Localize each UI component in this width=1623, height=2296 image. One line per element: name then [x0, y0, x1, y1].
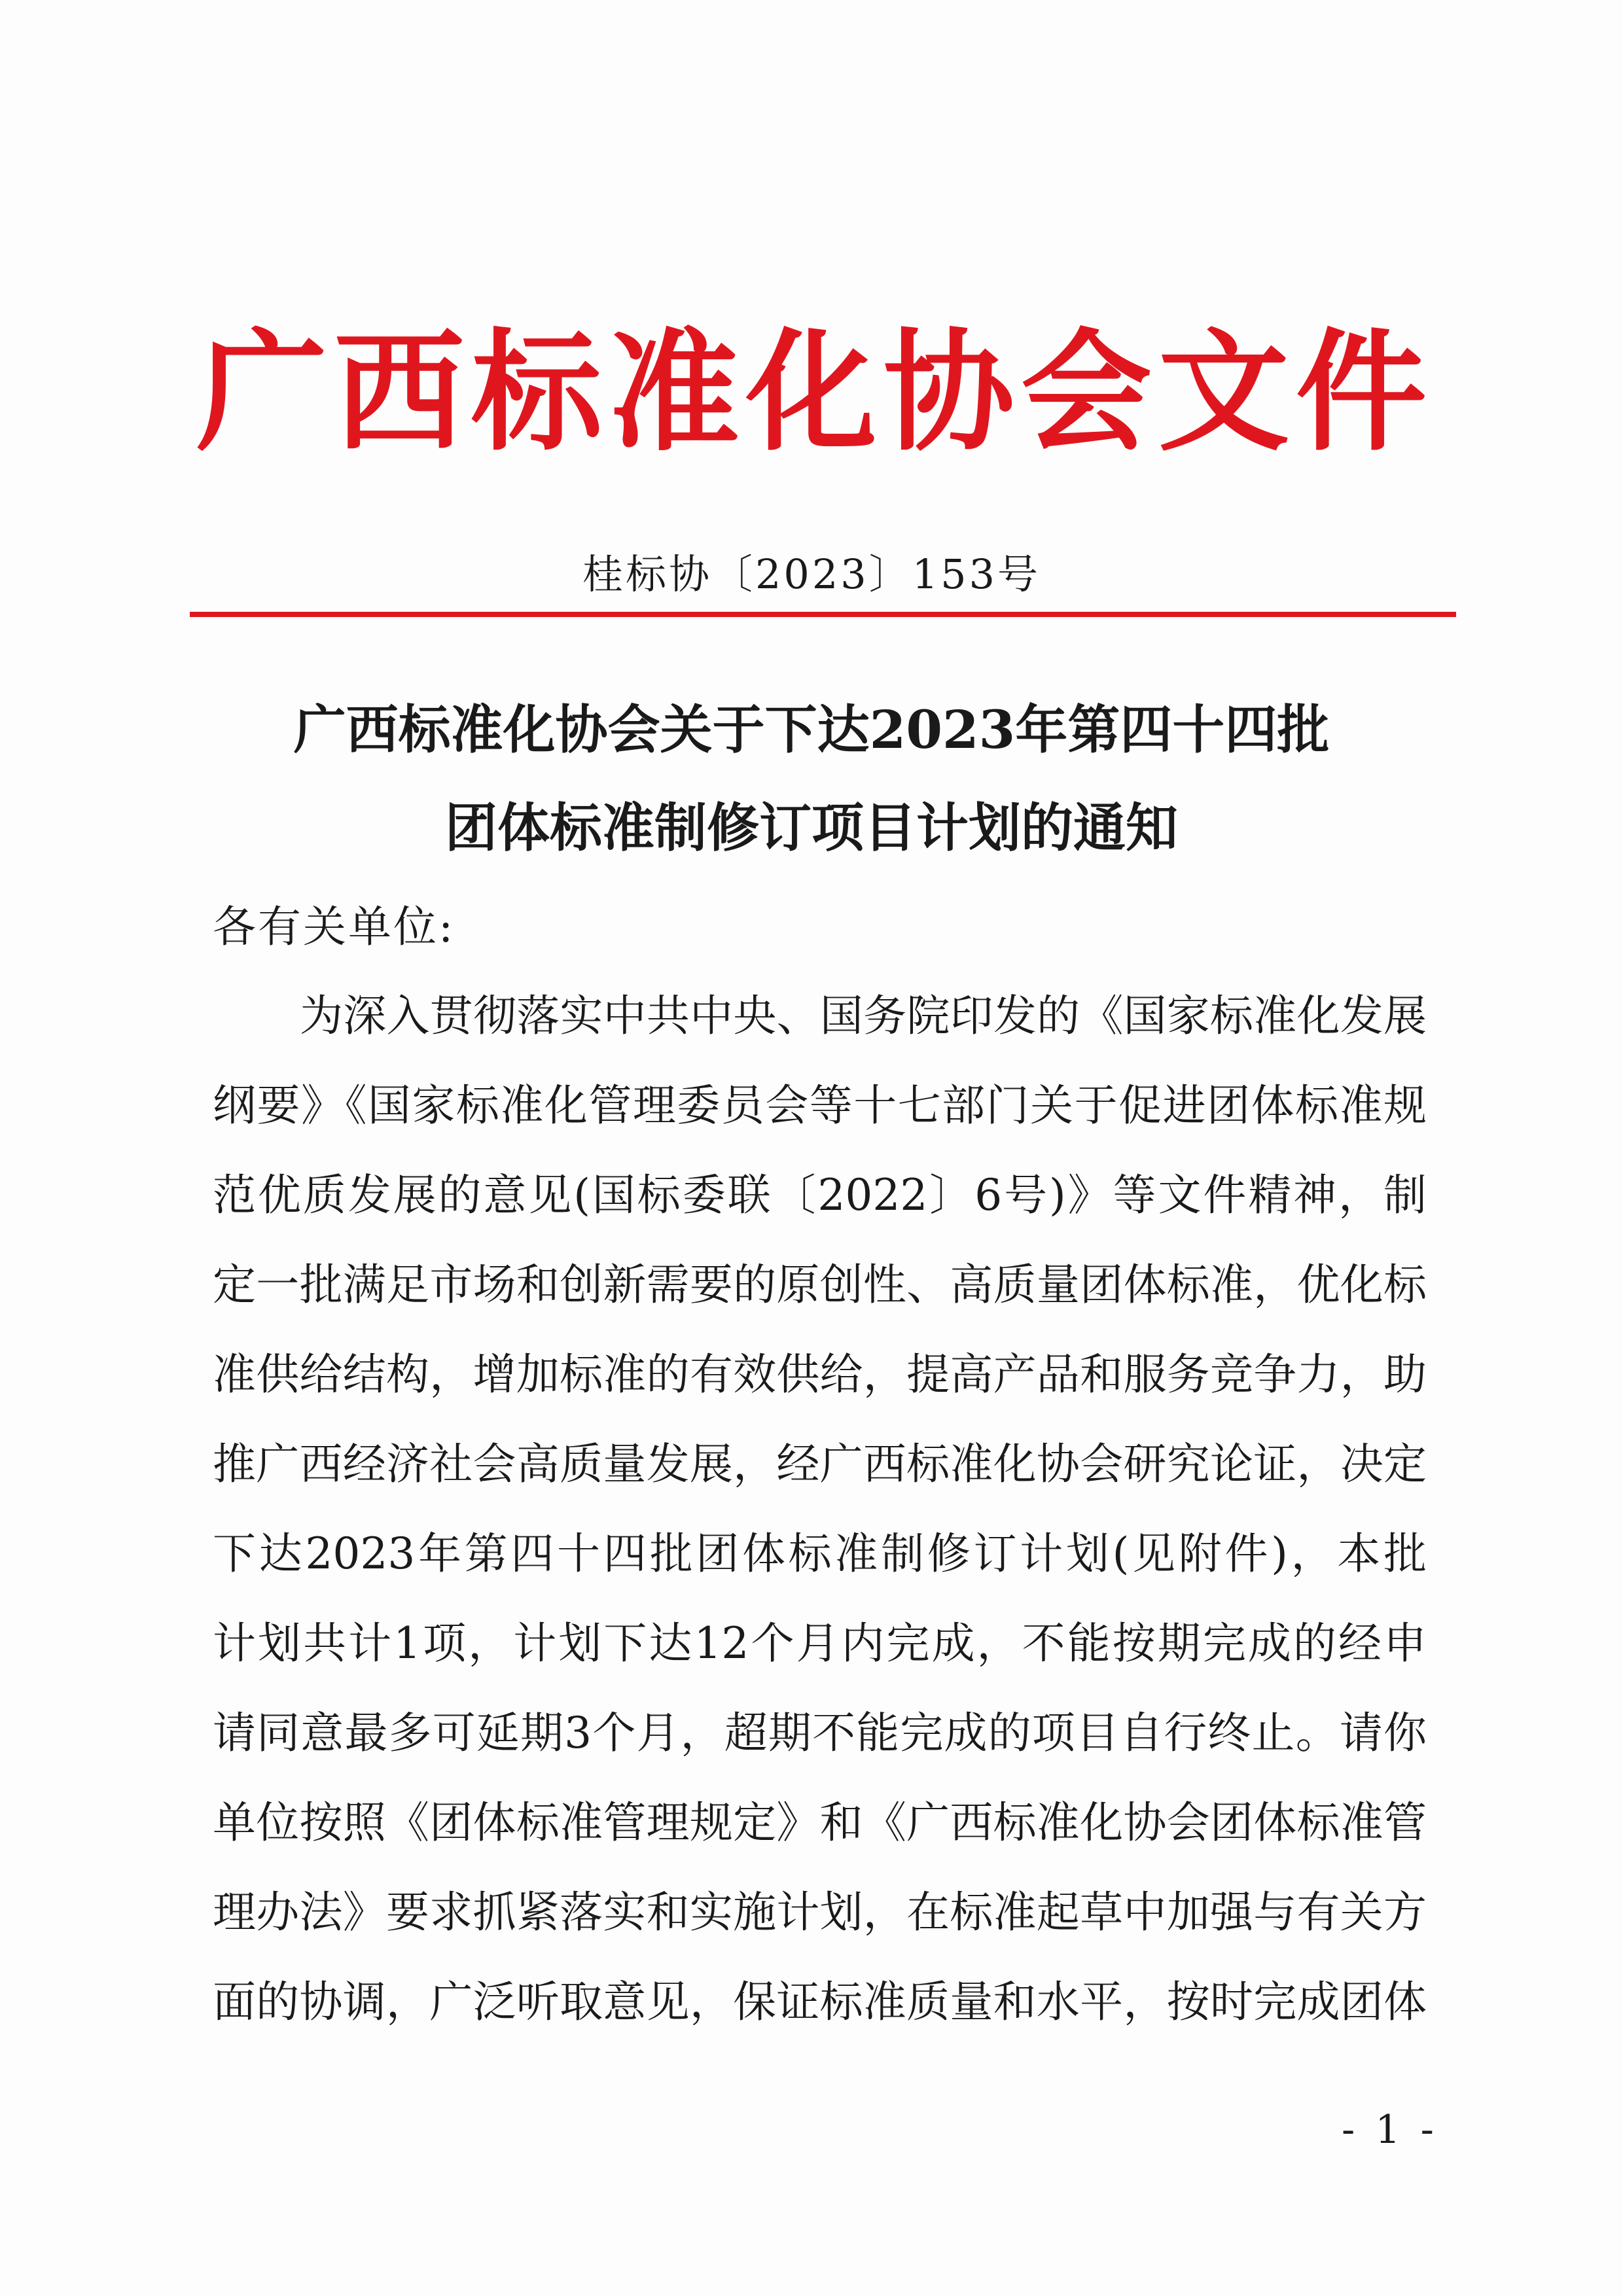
masthead-char: 广 — [196, 315, 328, 469]
masthead-char: 标 — [471, 315, 602, 469]
masthead-char: 协 — [883, 315, 1014, 469]
title-line: 团体标准制修订项目计划的通知 — [445, 797, 1178, 858]
masthead-char: 西 — [333, 315, 465, 469]
masthead-char: 会 — [1020, 315, 1152, 469]
body-line: 理办法》要求抓紧落实和实施计划，在标准起草中加强与有关方 — [213, 1887, 1427, 1937]
body-line: 为深入贯彻落实中共中央、国务院印发的《国家标准化发展 — [300, 991, 1427, 1041]
masthead-char: 准 — [608, 315, 740, 469]
body-line: 面的协调，广泛听取意见，保证标准质量和水平，按时完成团体 — [213, 1977, 1427, 2027]
page-number: - 1 - — [1342, 2107, 1438, 2153]
body-line: 下达2023年第四十四批团体标准制修订计划(见附件)，本批 — [213, 1528, 1427, 1579]
body-line: 计划共计1项，计划下达12个月内完成，不能按期完成的经申 — [213, 1618, 1427, 1669]
masthead-title — [196, 308, 1427, 478]
body-line: 准供给结构，增加标准的有效供给，提高产品和服务竞争力，助 — [213, 1349, 1427, 1400]
title-line: 广西标准化协会关于下达2023年第四十四批 — [293, 699, 1330, 760]
body-line: 定一批满足市场和创新需要的原创性、高质量团体标准，优化标 — [213, 1260, 1427, 1310]
body-line: 范优质发展的意见(国标委联〔2022〕6号)》等文件精神，制 — [213, 1170, 1427, 1220]
body-line: 单位按照《团体标准管理规定》和《广西标准化协会团体标准管 — [213, 1797, 1427, 1848]
body-line: 请同意最多可延期3个月，超期不能完成的项目自行终止。请你 — [213, 1708, 1427, 1758]
body-line: 纲要》《国家标准化管理委员会等十七部门关于促进团体标准规 — [213, 1080, 1427, 1131]
salutation: 各有关单位: — [213, 902, 455, 952]
body-line: 推广西经济社会高质量发展，经广西标准化协会研究论证，决定 — [213, 1439, 1427, 1489]
masthead-char: 件 — [1295, 315, 1427, 469]
masthead-char: 文 — [1158, 315, 1289, 469]
masthead-char: 化 — [745, 315, 877, 469]
red-divider — [190, 612, 1456, 617]
document-number: 桂标协〔2023〕153号 — [582, 550, 1041, 598]
document-title — [196, 680, 1427, 877]
